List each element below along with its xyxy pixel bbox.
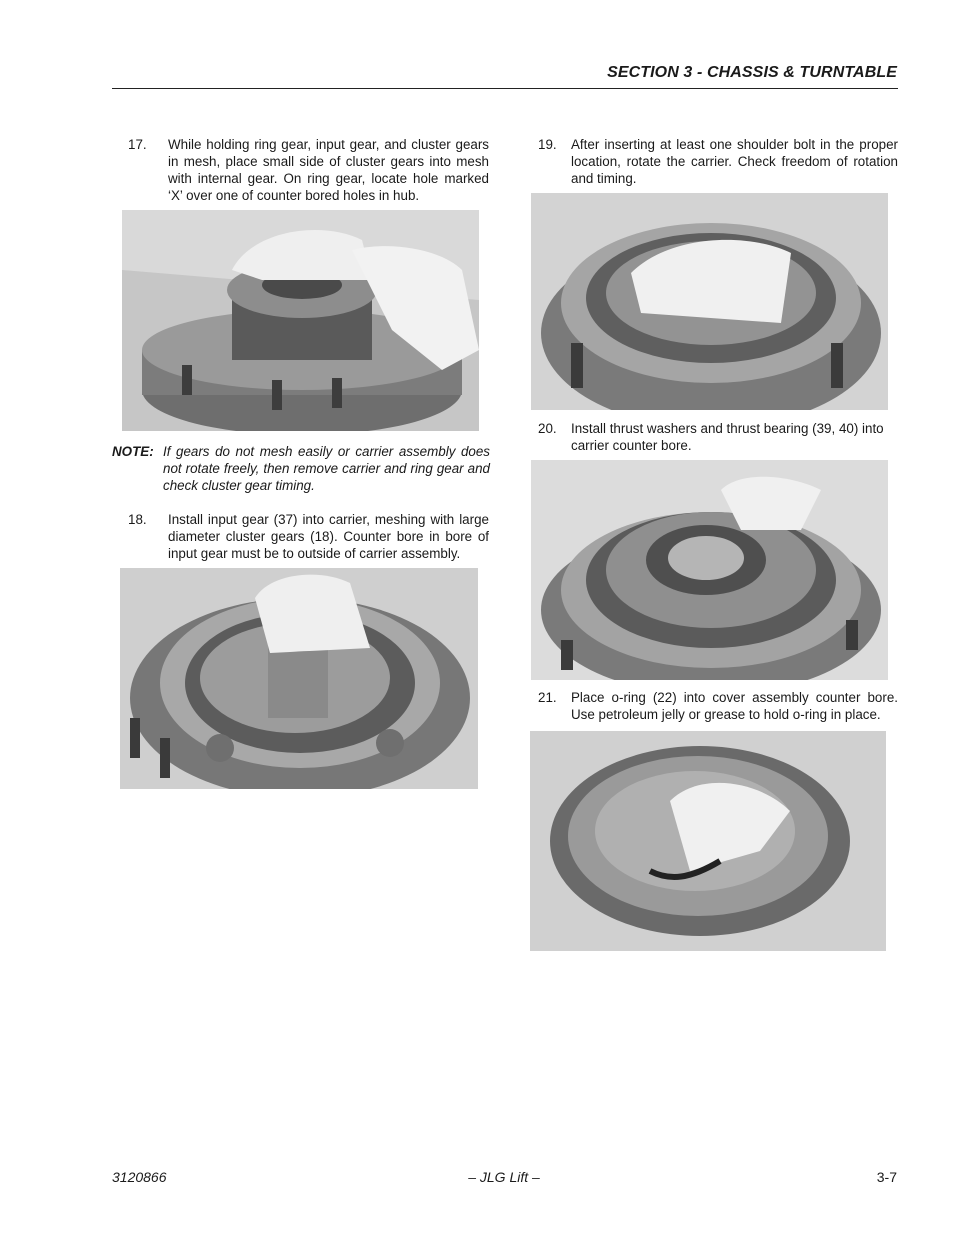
photo-step-18 [120, 568, 478, 789]
photo-step-20 [531, 460, 888, 680]
section-title: SECTION 3 - CHASSIS & TURNTABLE [607, 64, 897, 81]
step-18 [128, 511, 489, 565]
photo-step-19 [531, 193, 888, 410]
step-text: Install input gear (37) into carrier, meshing with large diameter cluster gears (18). Counter bore in bore of input gear must be to outside of carrier assembly. [168, 512, 489, 561]
step-17 [128, 136, 489, 206]
step-number: 17. [128, 137, 147, 152]
step-number: 21. [538, 690, 557, 705]
doc-number: 3120866 [112, 1169, 167, 1185]
header-divider [112, 88, 898, 89]
step-19 [538, 136, 898, 190]
photo-step-21 [530, 731, 886, 951]
note-text: If gears do not mesh easily or carrier assembly does not rotate freely, then remove carrier and ring gear and check cluster gear timing. [163, 444, 490, 493]
step-text: Install thrust washers and thrust bearing (39, 40) into carrier counter bore. [571, 421, 884, 453]
step-text: While holding ring gear, input gear, and cluster gears in mesh, place small side of cluster gears into mesh with internal gear. On ring gear, locate hole marked ‘X’ over one of counter bored holes in hub. [168, 137, 489, 203]
step-number: 20. [538, 421, 557, 436]
step-text: Place o-ring (22) into cover assembly counter bore. Use petroleum jelly or grease to hold o-ring in place. [571, 690, 898, 722]
step-number: 18. [128, 512, 147, 527]
step-21 [538, 689, 898, 725]
page-number: 3-7 [876, 1169, 897, 1185]
note-label: NOTE: [112, 444, 154, 459]
step-text: After inserting at least one shoulder bolt in the proper location, rotate the carrier. Check freedom of rotation and timing. [571, 137, 898, 186]
footer-publisher: – JLG Lift – [468, 1169, 540, 1185]
photo-step-17 [122, 210, 479, 431]
step-number: 19. [538, 137, 557, 152]
step-20 [538, 420, 898, 456]
